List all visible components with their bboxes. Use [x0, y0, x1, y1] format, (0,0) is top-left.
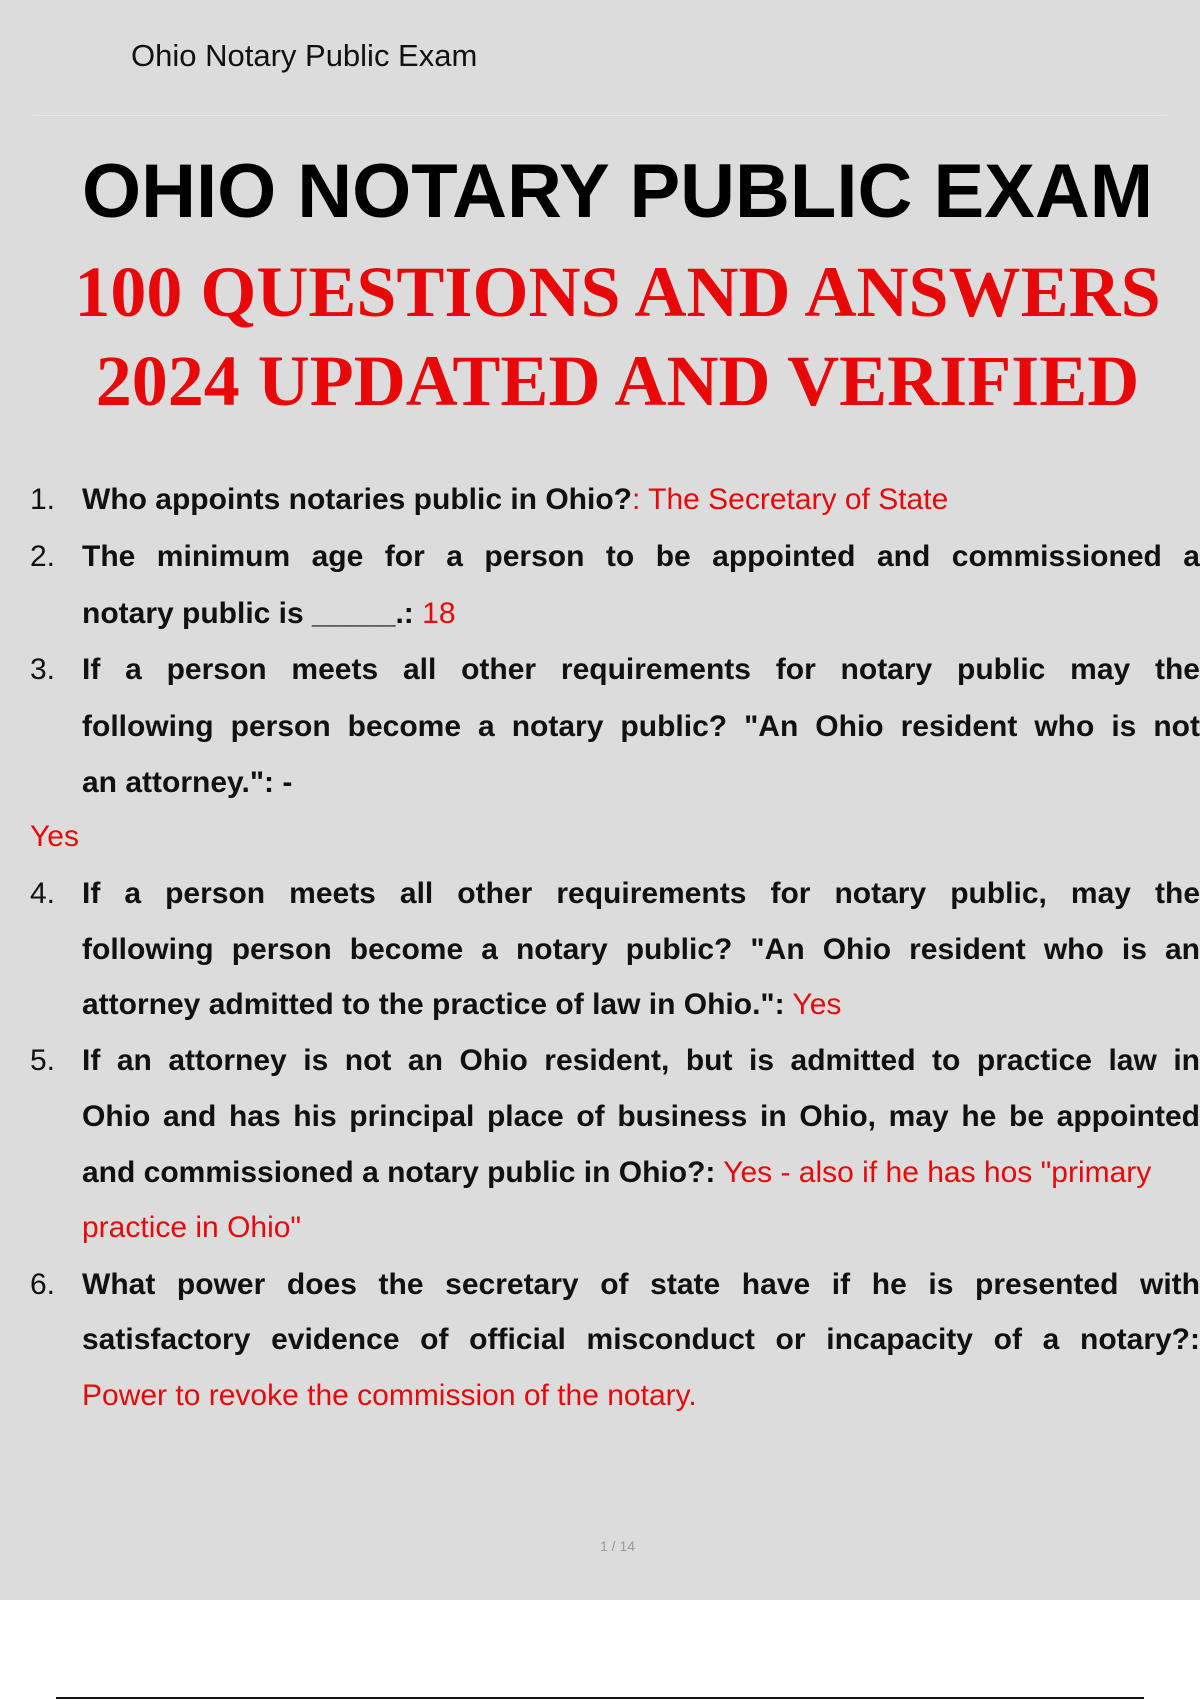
question-number: 1.	[30, 483, 56, 516]
answer-text: 18	[413, 597, 456, 630]
running-header: Ohio Notary Public Exam	[131, 38, 478, 73]
question-text: If a person meets all other requirements for notary public, may the	[82, 877, 1200, 910]
question-number: 5.	[30, 1044, 56, 1077]
subtitle-line-1: 100 QUESTIONS AND ANSWERS	[74, 252, 1161, 332]
header-divider	[33, 115, 1167, 116]
page-indicator: 1 / 14	[599, 1538, 636, 1554]
question-text: Who appoints notaries public in Ohio?	[82, 483, 632, 516]
question-text: and commissioned a notary public in Ohio?:	[82, 1156, 716, 1189]
question-number: 3.	[30, 653, 56, 686]
question-text: following person become a notary public? "An Ohio resident who is not	[82, 710, 1200, 743]
question-text: Ohio and has his principal place of business in Ohio, may he be appointed	[82, 1100, 1200, 1133]
subtitle-line-2: 2024 UPDATED AND VERIFIED	[95, 341, 1140, 421]
answer-text: Yes	[784, 988, 842, 1021]
question-text: satisfactory evidence of official misconduct or incapacity of a notary?:	[82, 1323, 1200, 1356]
question-text: What power does the secretary of state have if he is presented with	[82, 1268, 1200, 1301]
question-text: The minimum age for a person to be appointed and commissioned a	[82, 540, 1200, 573]
question-text: following person become a notary public? "An Ohio resident who is an	[82, 933, 1200, 966]
answer-text: Yes - also if he has hos "primary	[715, 1156, 1152, 1189]
question-text: attorney admitted to the practice of law in Ohio.":	[82, 988, 785, 1021]
answer-text: : The Secretary of State	[631, 483, 949, 516]
answer-text: Power to revoke the commission of the notary.	[82, 1379, 697, 1412]
question-text: If an attorney is not an Ohio resident, but is admitted to practice law in	[82, 1044, 1200, 1077]
question-text: notary public is _____.:	[82, 597, 414, 630]
question-number: 6.	[30, 1268, 56, 1301]
question-number: 2.	[30, 540, 56, 573]
bottom-divider	[56, 1697, 1144, 1699]
answer-text: Yes	[30, 820, 79, 853]
answer-text: practice in Ohio"	[82, 1211, 302, 1244]
question-number: 4.	[30, 877, 56, 910]
question-text: If a person meets all other requirements for notary public may the	[82, 653, 1200, 686]
document-title: OHIO NOTARY PUBLIC EXAM	[81, 149, 1154, 234]
question-text: an attorney.": -	[82, 766, 293, 799]
